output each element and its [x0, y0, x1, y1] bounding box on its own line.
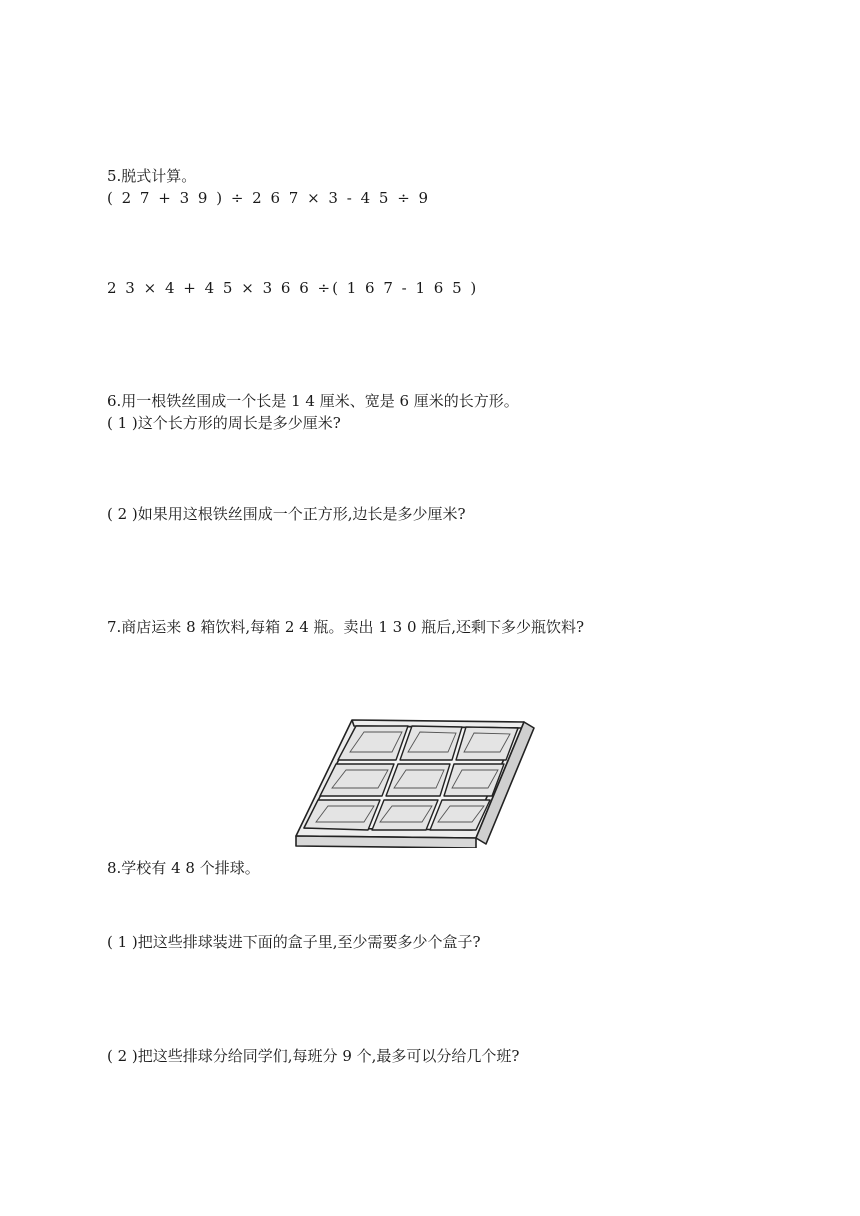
- question-5-expression-2: 2 3 × 4 + 4 5 × 3 6 6 ÷( 1 6 7 - 1 6 5 ): [107, 279, 479, 297]
- question-6-sub-2: ( 2 )如果用这根铁丝围成一个正方形,边长是多少厘米?: [107, 505, 466, 523]
- question-7-title: 7.商店运来 8 箱饮料,每箱 2 4 瓶。卖出 1 3 0 瓶后,还剩下多少瓶饮料?: [107, 618, 585, 636]
- nine-compartment-box-illustration: [292, 716, 536, 848]
- question-8-title: 8.学校有 4 8 个排球。: [107, 859, 260, 877]
- question-5-title: 5.脱式计算。: [107, 167, 197, 185]
- question-5-expression-1: ( 2 7 + 3 9 ) ÷ 2 6 7 × 3 - 4 5 ÷ 9: [107, 189, 431, 207]
- question-6-sub-1: ( 1 )这个长方形的周长是多少厘米?: [107, 414, 341, 432]
- question-8-sub-2: ( 2 )把这些排球分给同学们,每班分 9 个,最多可以分给几个班?: [107, 1047, 520, 1065]
- question-6-title: 6.用一根铁丝围成一个长是 1 4 厘米、宽是 6 厘米的长方形。: [107, 392, 519, 410]
- question-8-sub-1: ( 1 )把这些排球装进下面的盒子里,至少需要多少个盒子?: [107, 933, 481, 951]
